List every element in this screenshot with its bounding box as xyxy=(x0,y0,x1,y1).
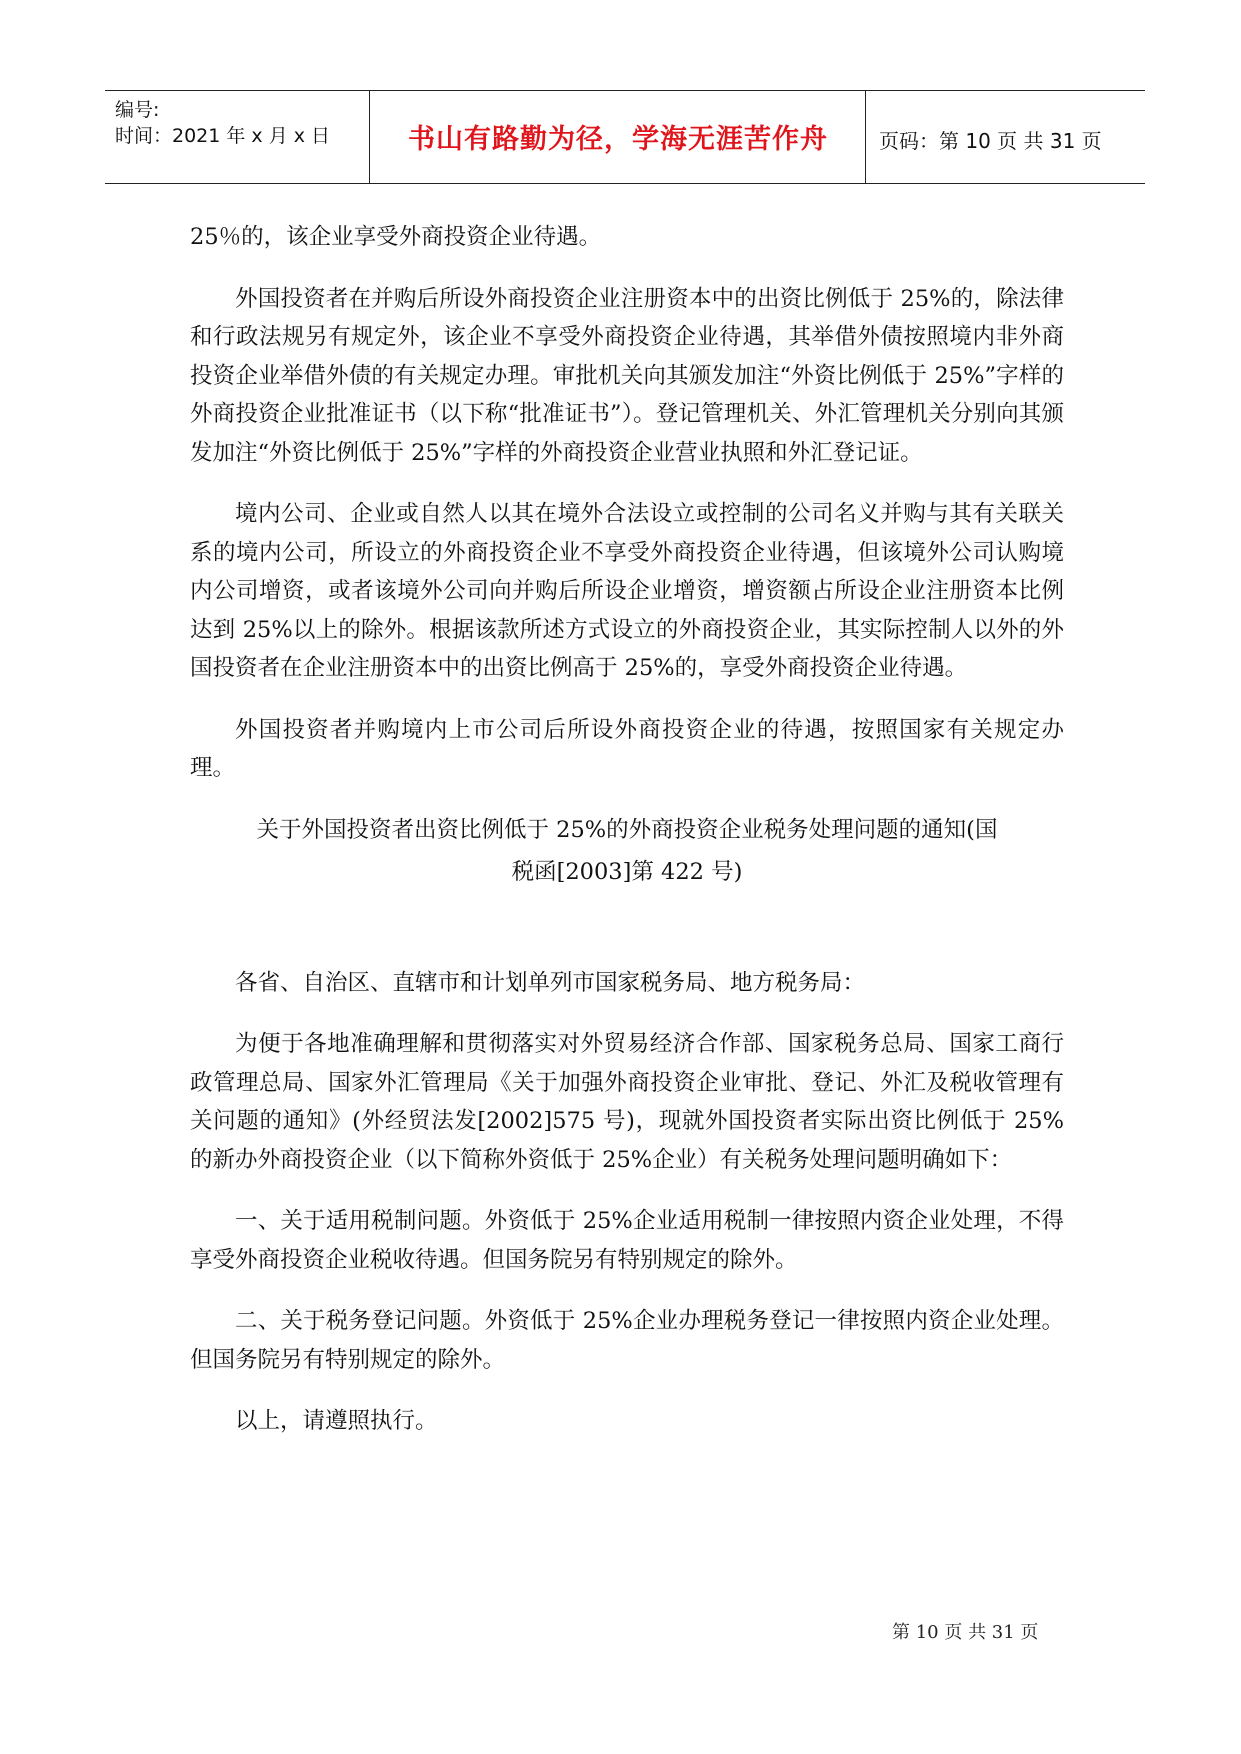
time-label: 时间：2021 年 x 月 x 日 xyxy=(115,125,331,147)
paragraph: 外国投资者并购境内上市公司后所设外商投资企业的待遇，按照国家有关规定办理。 xyxy=(190,716,1064,781)
serial-number-label: 编号: xyxy=(115,99,160,121)
motto-text: 书山有路勤为径，学海无涯苦作舟 xyxy=(408,124,828,155)
salutation: 各省、自治区、直辖市和计划单列市国家税务局、地方税务局： xyxy=(235,969,866,996)
paragraph: 为便于各地准确理解和贯彻落实对外贸易经济合作部、国家税务总局、国家工商行政管理总局、国家外汇管理局《关于加强外商投资企业审批、登记、外汇及税收管理有关问题的通知》(外经贸法发[2002]575 号)，现就外国投资者实际出资比例低于 25%的新办外商投资企业（以下简称外资低于 25%企业）有关税务处理问题明确如下： xyxy=(190,1031,1064,1173)
notice-title-line-2: 税函[2003]第 422 号) xyxy=(511,859,743,885)
blank-space xyxy=(190,892,1064,964)
notice-title-line-1: 关于外国投资者出资比例低于 25%的外商投资企业税务处理问题的通知(国 xyxy=(256,816,998,843)
paragraph: 二、关于税务登记问题。外资低于 25%企业办理税务登记一律按照内资企业处理。但国务院另有特别规定的除外。 xyxy=(190,1308,1064,1373)
header-motto-cell xyxy=(371,91,866,183)
document-body xyxy=(190,218,1064,1464)
paragraph: 境内公司、企业或自然人以其在境外合法设立或控制的公司名义并购与其有关联关系的境内公司，所设立的外商投资企业不享受外商投资企业待遇，但该境外公司认购境内公司增资，或者该境外公司向并购后所设企业增资，增资额占所设企业注册资本比例达到 25%以上的除外。根据该款所述方式设立的外商投资企业，其实际控制人以外的外国投资者在企业注册资本中的出资比例高于 25%的，享受外商投资企业待遇。 xyxy=(190,501,1064,681)
header-meta-cell xyxy=(105,91,370,183)
paragraph: 一、关于适用税制问题。外资低于 25%企业适用税制一律按照内资企业处理，不得享受外商投资企业税收待遇。但国务院另有特别规定的除外。 xyxy=(190,1208,1064,1273)
paragraph: 外国投资者在并购后所设外商投资企业注册资本中的出资比例低于 25%的，除法律和行政法规另有规定外，该企业不享受外商投资企业待遇，其举借外债按照境内非外商投资企业举借外债的有关规定办理。审批机关向其颁发加注“外资比例低于 25%”字样的外商投资企业批准证书（以下称“批准证书”）。登记管理机关、外汇管理机关分别向其颁发加注“外资比例低于 25%”字样的外商投资企业营业执照和外汇登记证。 xyxy=(190,285,1064,466)
header-page-number: 页码：第 10 页 共 31 页 xyxy=(879,129,1102,153)
header-page-cell xyxy=(867,91,1145,183)
closing-line: 以上，请遵照执行。 xyxy=(235,1408,438,1434)
paragraph-continuation: 25％的，该企业享受外商投资企业待遇。 xyxy=(190,224,602,250)
page-header xyxy=(105,90,1145,184)
footer-page-number: 第 10 页 共 31 页 xyxy=(892,1622,1039,1643)
